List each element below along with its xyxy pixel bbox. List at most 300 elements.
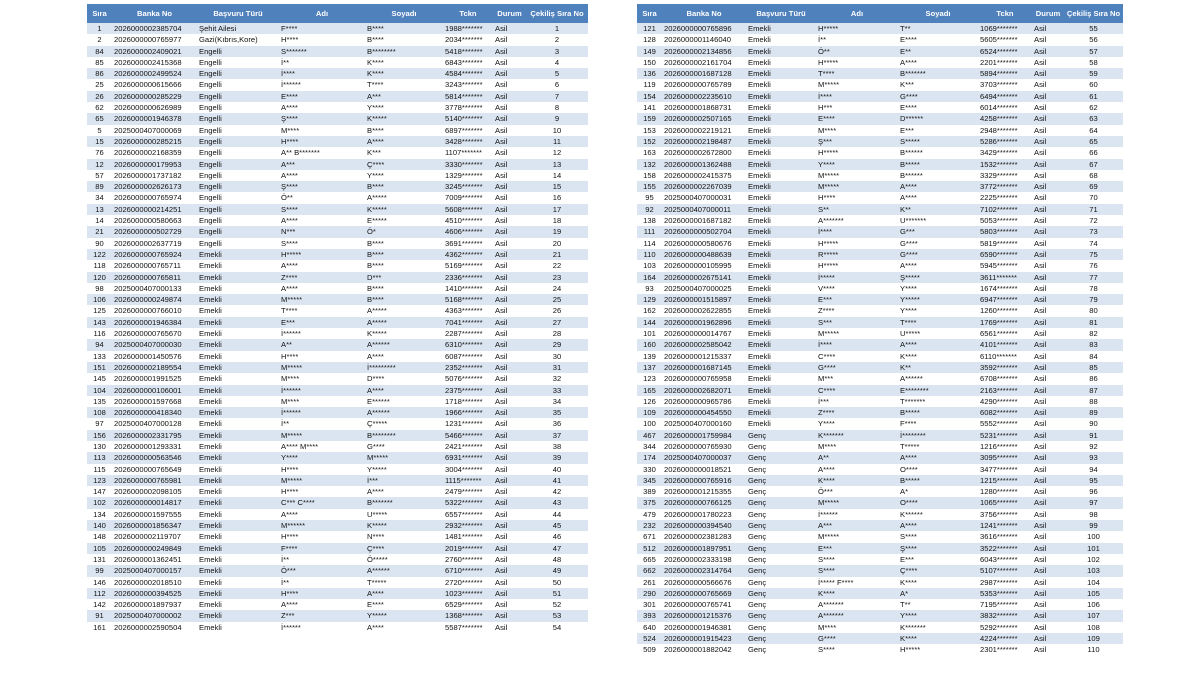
basvuru-turu-cell: Emekli <box>746 23 816 34</box>
sira-cell: 524 <box>637 633 662 644</box>
adi-cell: H***** <box>816 238 898 249</box>
tckn-cell: 3429******* <box>978 147 1032 158</box>
cekilis-sira-no-cell: 99 <box>1064 520 1123 531</box>
durum-cell: Asil <box>493 396 526 407</box>
adi-cell: R***** <box>816 249 898 260</box>
adi-cell: M**** <box>279 396 365 407</box>
table-row <box>637 91 1123 102</box>
table-row <box>87 192 588 203</box>
tckn-cell: 3243******* <box>443 79 493 90</box>
table-row <box>637 373 1123 384</box>
basvuru-turu-cell: Genç <box>746 509 816 520</box>
durum-cell: Asil <box>493 610 526 621</box>
sira-cell: 156 <box>87 430 112 441</box>
sira-cell: 5 <box>87 125 112 136</box>
sira-cell: 125 <box>87 305 112 316</box>
soyadi-cell: K**** <box>365 68 443 79</box>
soyadi-cell: E**** <box>898 102 978 113</box>
basvuru-turu-cell: Emekli <box>746 407 816 418</box>
adi-cell: F**** <box>279 543 365 554</box>
adi-cell: İ****** <box>279 79 365 90</box>
durum-cell: Asil <box>1032 23 1064 34</box>
tckn-cell: 1674******* <box>978 283 1032 294</box>
soyadi-cell: E****** <box>365 396 443 407</box>
banka-no-cell: 2026000002507165 <box>662 113 746 124</box>
tckn-cell: 5168******* <box>443 294 493 305</box>
durum-cell: Asil <box>493 305 526 316</box>
soyadi-cell: K** <box>898 204 978 215</box>
cekilis-sira-no-cell: 42 <box>526 486 588 497</box>
sira-cell: 86 <box>87 68 112 79</box>
banka-no-cell: 2026000000214251 <box>112 204 197 215</box>
sira-cell: 512 <box>637 543 662 554</box>
adi-cell: S**** <box>279 238 365 249</box>
soyadi-cell: G*** <box>898 226 978 237</box>
cekilis-sira-no-cell: 83 <box>1064 339 1123 350</box>
soyadi-cell: K*** <box>365 147 443 158</box>
banka-no-cell: 2026000001946381 <box>662 622 746 633</box>
durum-cell: Asil <box>493 520 526 531</box>
soyadi-cell: A* <box>898 588 978 599</box>
sira-cell: 152 <box>637 136 662 147</box>
table-row <box>87 543 588 554</box>
soyadi-cell: U******* <box>898 215 978 226</box>
cekilis-sira-no-cell: 76 <box>1064 260 1123 271</box>
basvuru-turu-cell: Emekli <box>197 339 279 350</box>
banka-no-cell: 2026000000765649 <box>112 464 197 475</box>
sira-cell: 97 <box>87 418 112 429</box>
adi-cell: M**** <box>279 373 365 384</box>
sira-cell: 133 <box>87 351 112 362</box>
banka-no-cell: 2026000002235610 <box>662 91 746 102</box>
soyadi-cell: K**** <box>898 633 978 644</box>
adi-cell: Ö*** <box>279 565 365 576</box>
soyadi-cell: Ş***** <box>898 272 978 283</box>
cekilis-sira-no-cell: 75 <box>1064 249 1123 260</box>
basvuru-turu-cell: Emekli <box>197 577 279 588</box>
banka-no-cell: 2026000000249849 <box>112 543 197 554</box>
soyadi-cell: A****** <box>898 373 978 384</box>
sira-cell: 393 <box>637 610 662 621</box>
adi-cell: H***** <box>816 23 898 34</box>
table-row <box>87 339 588 350</box>
banka-no-cell: 2026000002415368 <box>112 57 197 68</box>
banka-no-cell: 2025000407000128 <box>112 418 197 429</box>
banka-no-cell: 2026000002415375 <box>662 170 746 181</box>
soyadi-cell: B**** <box>365 125 443 136</box>
durum-cell: Asil <box>1032 497 1064 508</box>
basvuru-turu-cell: Engelli <box>197 181 279 192</box>
table-row <box>637 79 1123 90</box>
durum-cell: Asil <box>493 452 526 463</box>
cekilis-sira-no-cell: 62 <box>1064 102 1123 113</box>
cekilis-sira-no-cell: 15 <box>526 181 588 192</box>
basvuru-turu-cell: Emekli <box>746 339 816 350</box>
adi-cell: İ**** <box>816 91 898 102</box>
banka-no-cell: 2026000001780223 <box>662 509 746 520</box>
table-row <box>87 204 588 215</box>
durum-cell: Asil <box>1032 588 1064 599</box>
banka-no-cell: 2026000000765924 <box>112 249 197 260</box>
adi-cell: H***** <box>816 147 898 158</box>
banka-no-cell: 2026000000014767 <box>662 328 746 339</box>
adi-cell: M**** <box>279 125 365 136</box>
durum-cell: Asil <box>1032 192 1064 203</box>
cekilis-sira-no-cell: 54 <box>526 622 588 633</box>
table-row <box>87 520 588 531</box>
tckn-cell: 3245******* <box>443 181 493 192</box>
sira-cell: 640 <box>637 622 662 633</box>
col-header-cekilis-sira-no: Çekiliş Sıra No <box>526 4 588 23</box>
adi-cell: H**** <box>279 588 365 599</box>
cekilis-sira-no-cell: 45 <box>526 520 588 531</box>
adi-cell: A******* <box>816 610 898 621</box>
table-row <box>637 136 1123 147</box>
durum-cell: Asil <box>1032 102 1064 113</box>
adi-cell: C*** C**** <box>279 497 365 508</box>
tckn-cell: 3330******* <box>443 159 493 170</box>
basvuru-turu-cell: Genç <box>746 610 816 621</box>
tckn-cell: 3756******* <box>978 509 1032 520</box>
cekilis-sira-no-cell: 69 <box>1064 181 1123 192</box>
tckn-cell: 1231******* <box>443 418 493 429</box>
sira-cell: 389 <box>637 486 662 497</box>
adi-cell: Ş**** <box>279 181 365 192</box>
basvuru-turu-cell: Emekli <box>746 418 816 429</box>
cekilis-sira-no-cell: 51 <box>526 588 588 599</box>
table-row <box>637 531 1123 542</box>
banka-no-cell: 2026000000105995 <box>662 260 746 271</box>
banka-no-cell: 2026000000179953 <box>112 159 197 170</box>
cekilis-sira-no-cell: 58 <box>1064 57 1123 68</box>
adi-cell: Z**** <box>816 407 898 418</box>
soyadi-cell: A**** <box>898 452 978 463</box>
basvuru-turu-cell: Emekli <box>197 260 279 271</box>
sira-cell: 89 <box>87 181 112 192</box>
col-header-soyadi: Soyadı <box>365 4 443 23</box>
adi-cell: H*** <box>816 102 898 113</box>
col-header-adi: Adı <box>279 4 365 23</box>
durum-cell: Asil <box>1032 215 1064 226</box>
adi-cell: K******* <box>816 430 898 441</box>
sira-cell: 90 <box>87 238 112 249</box>
durum-cell: Asil <box>1032 170 1064 181</box>
table-row <box>637 351 1123 362</box>
tckn-cell: 2987******* <box>978 577 1032 588</box>
basvuru-turu-cell: Genç <box>746 622 816 633</box>
soyadi-cell: A****** <box>365 407 443 418</box>
banka-no-cell: 2026000002590504 <box>112 622 197 633</box>
cekilis-sira-no-cell: 67 <box>1064 159 1123 170</box>
adi-cell: Z**** <box>279 272 365 283</box>
sira-cell: 62 <box>87 102 112 113</box>
table-row <box>637 339 1123 350</box>
basvuru-turu-cell: Emekli <box>197 373 279 384</box>
tckn-cell: 6529******* <box>443 599 493 610</box>
adi-cell: F**** <box>279 23 365 34</box>
sira-cell: 12 <box>87 159 112 170</box>
tckn-cell: 6043******* <box>978 554 1032 565</box>
basvuru-turu-cell: Engelli <box>197 204 279 215</box>
table-row <box>637 170 1123 181</box>
table-row <box>87 430 588 441</box>
adi-cell: E*** <box>816 294 898 305</box>
tckn-cell: 3832******* <box>978 610 1032 621</box>
basvuru-turu-cell: Emekli <box>197 249 279 260</box>
sira-cell: 151 <box>87 362 112 373</box>
sira-cell: 112 <box>87 588 112 599</box>
basvuru-turu-cell: Emekli <box>746 272 816 283</box>
basvuru-turu-cell: Emekli <box>746 238 816 249</box>
tckn-cell: 6557******* <box>443 509 493 520</box>
sira-cell: 479 <box>637 509 662 520</box>
banka-no-cell: 2026000000626989 <box>112 102 197 113</box>
banka-no-cell: 2026000000765669 <box>662 588 746 599</box>
basvuru-turu-cell: Engelli <box>197 170 279 181</box>
banka-no-cell: 2026000001897937 <box>112 599 197 610</box>
table-row <box>87 283 588 294</box>
basvuru-turu-cell: Emekli <box>746 147 816 158</box>
table-row <box>637 452 1123 463</box>
soyadi-cell: G**** <box>898 91 978 102</box>
adi-cell: T**** <box>816 68 898 79</box>
soyadi-cell: A**** <box>898 57 978 68</box>
soyadi-cell: A**** <box>365 622 443 633</box>
tckn-cell: 1216******* <box>978 441 1032 452</box>
table-row <box>87 181 588 192</box>
durum-cell: Asil <box>493 102 526 113</box>
basvuru-turu-cell: Emekli <box>197 464 279 475</box>
tckn-cell: 1966******* <box>443 407 493 418</box>
cekilis-sira-no-cell: 77 <box>1064 272 1123 283</box>
adi-cell: İ*** <box>816 396 898 407</box>
banka-no-cell: 2026000001868731 <box>662 102 746 113</box>
basvuru-turu-cell: Emekli <box>197 486 279 497</box>
table-row <box>87 452 588 463</box>
soyadi-cell: M***** <box>365 452 443 463</box>
sira-cell: 290 <box>637 588 662 599</box>
basvuru-turu-cell: Emekli <box>746 362 816 373</box>
soyadi-cell: K***** <box>365 204 443 215</box>
adi-cell: S******* <box>279 46 365 57</box>
tckn-cell: 2932******* <box>443 520 493 531</box>
tckn-cell: 6014******* <box>978 102 1032 113</box>
table-row <box>87 305 588 316</box>
soyadi-cell: A**** <box>365 351 443 362</box>
table-row <box>637 577 1123 588</box>
sira-cell: 106 <box>87 294 112 305</box>
cekilis-sira-no-cell: 27 <box>526 317 588 328</box>
tckn-cell: 7195******* <box>978 599 1032 610</box>
basvuru-turu-cell: Engelli <box>197 226 279 237</box>
table-row <box>87 91 588 102</box>
tckn-cell: 5353******* <box>978 588 1032 599</box>
table-row <box>637 430 1123 441</box>
cekilis-sira-no-cell: 11 <box>526 136 588 147</box>
durum-cell: Asil <box>493 622 526 633</box>
banka-no-cell: 2026000002331795 <box>112 430 197 441</box>
sira-cell: 232 <box>637 520 662 531</box>
basvuru-turu-cell: Emekli <box>746 249 816 260</box>
adi-cell: İ***** F**** <box>816 577 898 588</box>
basvuru-turu-cell: Emekli <box>197 317 279 328</box>
cekilis-sira-no-cell: 13 <box>526 159 588 170</box>
soyadi-cell: B****** <box>898 147 978 158</box>
durum-cell: Asil <box>493 430 526 441</box>
banka-no-cell: 2026000002381283 <box>662 531 746 542</box>
sira-cell: 123 <box>87 475 112 486</box>
cekilis-sira-no-cell: 36 <box>526 418 588 429</box>
cekilis-sira-no-cell: 46 <box>526 531 588 542</box>
cekilis-sira-no-cell: 82 <box>1064 328 1123 339</box>
table-row <box>637 520 1123 531</box>
soyadi-cell: T**** <box>898 317 978 328</box>
adi-cell: M***** <box>816 497 898 508</box>
tckn-cell: 5608******* <box>443 204 493 215</box>
sira-cell: 149 <box>637 46 662 57</box>
cekilis-sira-no-cell: 48 <box>526 554 588 565</box>
durum-cell: Asil <box>1032 486 1064 497</box>
cekilis-sira-no-cell: 23 <box>526 272 588 283</box>
table-row <box>87 565 588 576</box>
soyadi-cell: Y**** <box>898 305 978 316</box>
banka-no-cell: 2026000001882042 <box>662 644 746 655</box>
draw-list-table-left <box>87 4 588 633</box>
durum-cell: Asil <box>1032 249 1064 260</box>
soyadi-cell: K***** <box>365 113 443 124</box>
sira-cell: 114 <box>637 238 662 249</box>
sira-cell: 109 <box>637 407 662 418</box>
adi-cell: A**** M**** <box>279 441 365 452</box>
soyadi-cell: T** <box>898 599 978 610</box>
soyadi-cell: B***** <box>898 159 978 170</box>
durum-cell: Asil <box>493 385 526 396</box>
adi-cell: H***** <box>816 57 898 68</box>
cekilis-sira-no-cell: 4 <box>526 57 588 68</box>
banka-no-cell: 2026000000580676 <box>662 238 746 249</box>
banka-no-cell: 2026000002161704 <box>662 57 746 68</box>
sira-cell: 129 <box>637 294 662 305</box>
durum-cell: Asil <box>493 57 526 68</box>
soyadi-cell: T***** <box>898 441 978 452</box>
table-row <box>87 113 588 124</box>
soyadi-cell: T** <box>898 23 978 34</box>
cekilis-sira-no-cell: 39 <box>526 452 588 463</box>
banka-no-cell: 2026000002622855 <box>662 305 746 316</box>
adi-cell: Ş**** <box>279 113 365 124</box>
soyadi-cell: A* <box>898 486 978 497</box>
col-header-adi: Adı <box>816 4 898 23</box>
basvuru-turu-cell: Emekli <box>197 520 279 531</box>
durum-cell: Asil <box>493 192 526 203</box>
banka-no-cell: 2026000002672800 <box>662 147 746 158</box>
durum-cell: Asil <box>1032 475 1064 486</box>
banka-no-cell: 2026000000394540 <box>662 520 746 531</box>
basvuru-turu-cell: Emekli <box>197 441 279 452</box>
banka-no-cell: 2026000000765974 <box>112 192 197 203</box>
tckn-cell: 5894******* <box>978 68 1032 79</box>
table-row <box>87 68 588 79</box>
basvuru-turu-cell: Gazi(Kıbrıs,Kore) <box>197 34 279 45</box>
soyadi-cell: B****** <box>898 170 978 181</box>
col-header-soyadi: Soyadı <box>898 4 978 23</box>
cekilis-sira-no-cell: 90 <box>1064 418 1123 429</box>
basvuru-turu-cell: Emekli <box>197 610 279 621</box>
cekilis-sira-no-cell: 91 <box>1064 430 1123 441</box>
durum-cell: Asil <box>493 577 526 588</box>
durum-cell: Asil <box>493 328 526 339</box>
table-row <box>637 125 1123 136</box>
adi-cell: G**** <box>816 362 898 373</box>
cekilis-sira-no-cell: 5 <box>526 68 588 79</box>
basvuru-turu-cell: Emekli <box>746 283 816 294</box>
banka-no-cell: 2025000407000002 <box>112 610 197 621</box>
sira-cell: 119 <box>637 79 662 90</box>
tckn-cell: 1069******* <box>978 23 1032 34</box>
cekilis-sira-no-cell: 86 <box>1064 373 1123 384</box>
soyadi-cell: T******* <box>898 396 978 407</box>
adi-cell: İ** <box>279 554 365 565</box>
sira-cell: 99 <box>87 565 112 576</box>
sira-cell: 34 <box>87 192 112 203</box>
table-row <box>87 407 588 418</box>
cekilis-sira-no-cell: 64 <box>1064 125 1123 136</box>
adi-cell: M***** <box>279 430 365 441</box>
col-header-tckn: Tckn <box>443 4 493 23</box>
table-body-right <box>637 23 1123 656</box>
table-row <box>87 215 588 226</box>
sira-cell: 139 <box>637 351 662 362</box>
tckn-cell: 1410******* <box>443 283 493 294</box>
sira-cell: 150 <box>637 57 662 68</box>
durum-cell: Asil <box>493 588 526 599</box>
cekilis-sira-no-cell: 44 <box>526 509 588 520</box>
adi-cell: E*** <box>816 543 898 554</box>
tckn-cell: 1988******* <box>443 23 493 34</box>
durum-cell: Asil <box>493 238 526 249</box>
sira-cell: 509 <box>637 644 662 655</box>
soyadi-cell: B**** <box>365 34 443 45</box>
basvuru-turu-cell: Emekli <box>197 294 279 305</box>
tckn-cell: 3004******* <box>443 464 493 475</box>
sira-cell: 145 <box>87 373 112 384</box>
sira-cell: 104 <box>87 385 112 396</box>
soyadi-cell: A*** <box>365 91 443 102</box>
cekilis-sira-no-cell: 93 <box>1064 452 1123 463</box>
sira-cell: 94 <box>87 339 112 350</box>
cekilis-sira-no-cell: 29 <box>526 339 588 350</box>
table-row <box>637 192 1123 203</box>
sira-cell: 25 <box>87 79 112 90</box>
basvuru-turu-cell: Engelli <box>197 136 279 147</box>
cekilis-sira-no-cell: 17 <box>526 204 588 215</box>
adi-cell: A******* <box>816 215 898 226</box>
tckn-cell: 4363******* <box>443 305 493 316</box>
durum-cell: Asil <box>493 249 526 260</box>
adi-cell: C**** <box>816 385 898 396</box>
soyadi-cell: G**** <box>365 441 443 452</box>
tckn-cell: 2948******* <box>978 125 1032 136</box>
basvuru-turu-cell: Emekli <box>197 328 279 339</box>
sira-cell: 344 <box>637 441 662 452</box>
adi-cell: M**** <box>816 125 898 136</box>
basvuru-turu-cell: Emekli <box>746 91 816 102</box>
table-row <box>637 34 1123 45</box>
basvuru-turu-cell: Emekli <box>746 34 816 45</box>
banka-no-cell: 2026000001897951 <box>662 543 746 554</box>
basvuru-turu-cell: Genç <box>746 486 816 497</box>
soyadi-cell: K**** <box>898 577 978 588</box>
